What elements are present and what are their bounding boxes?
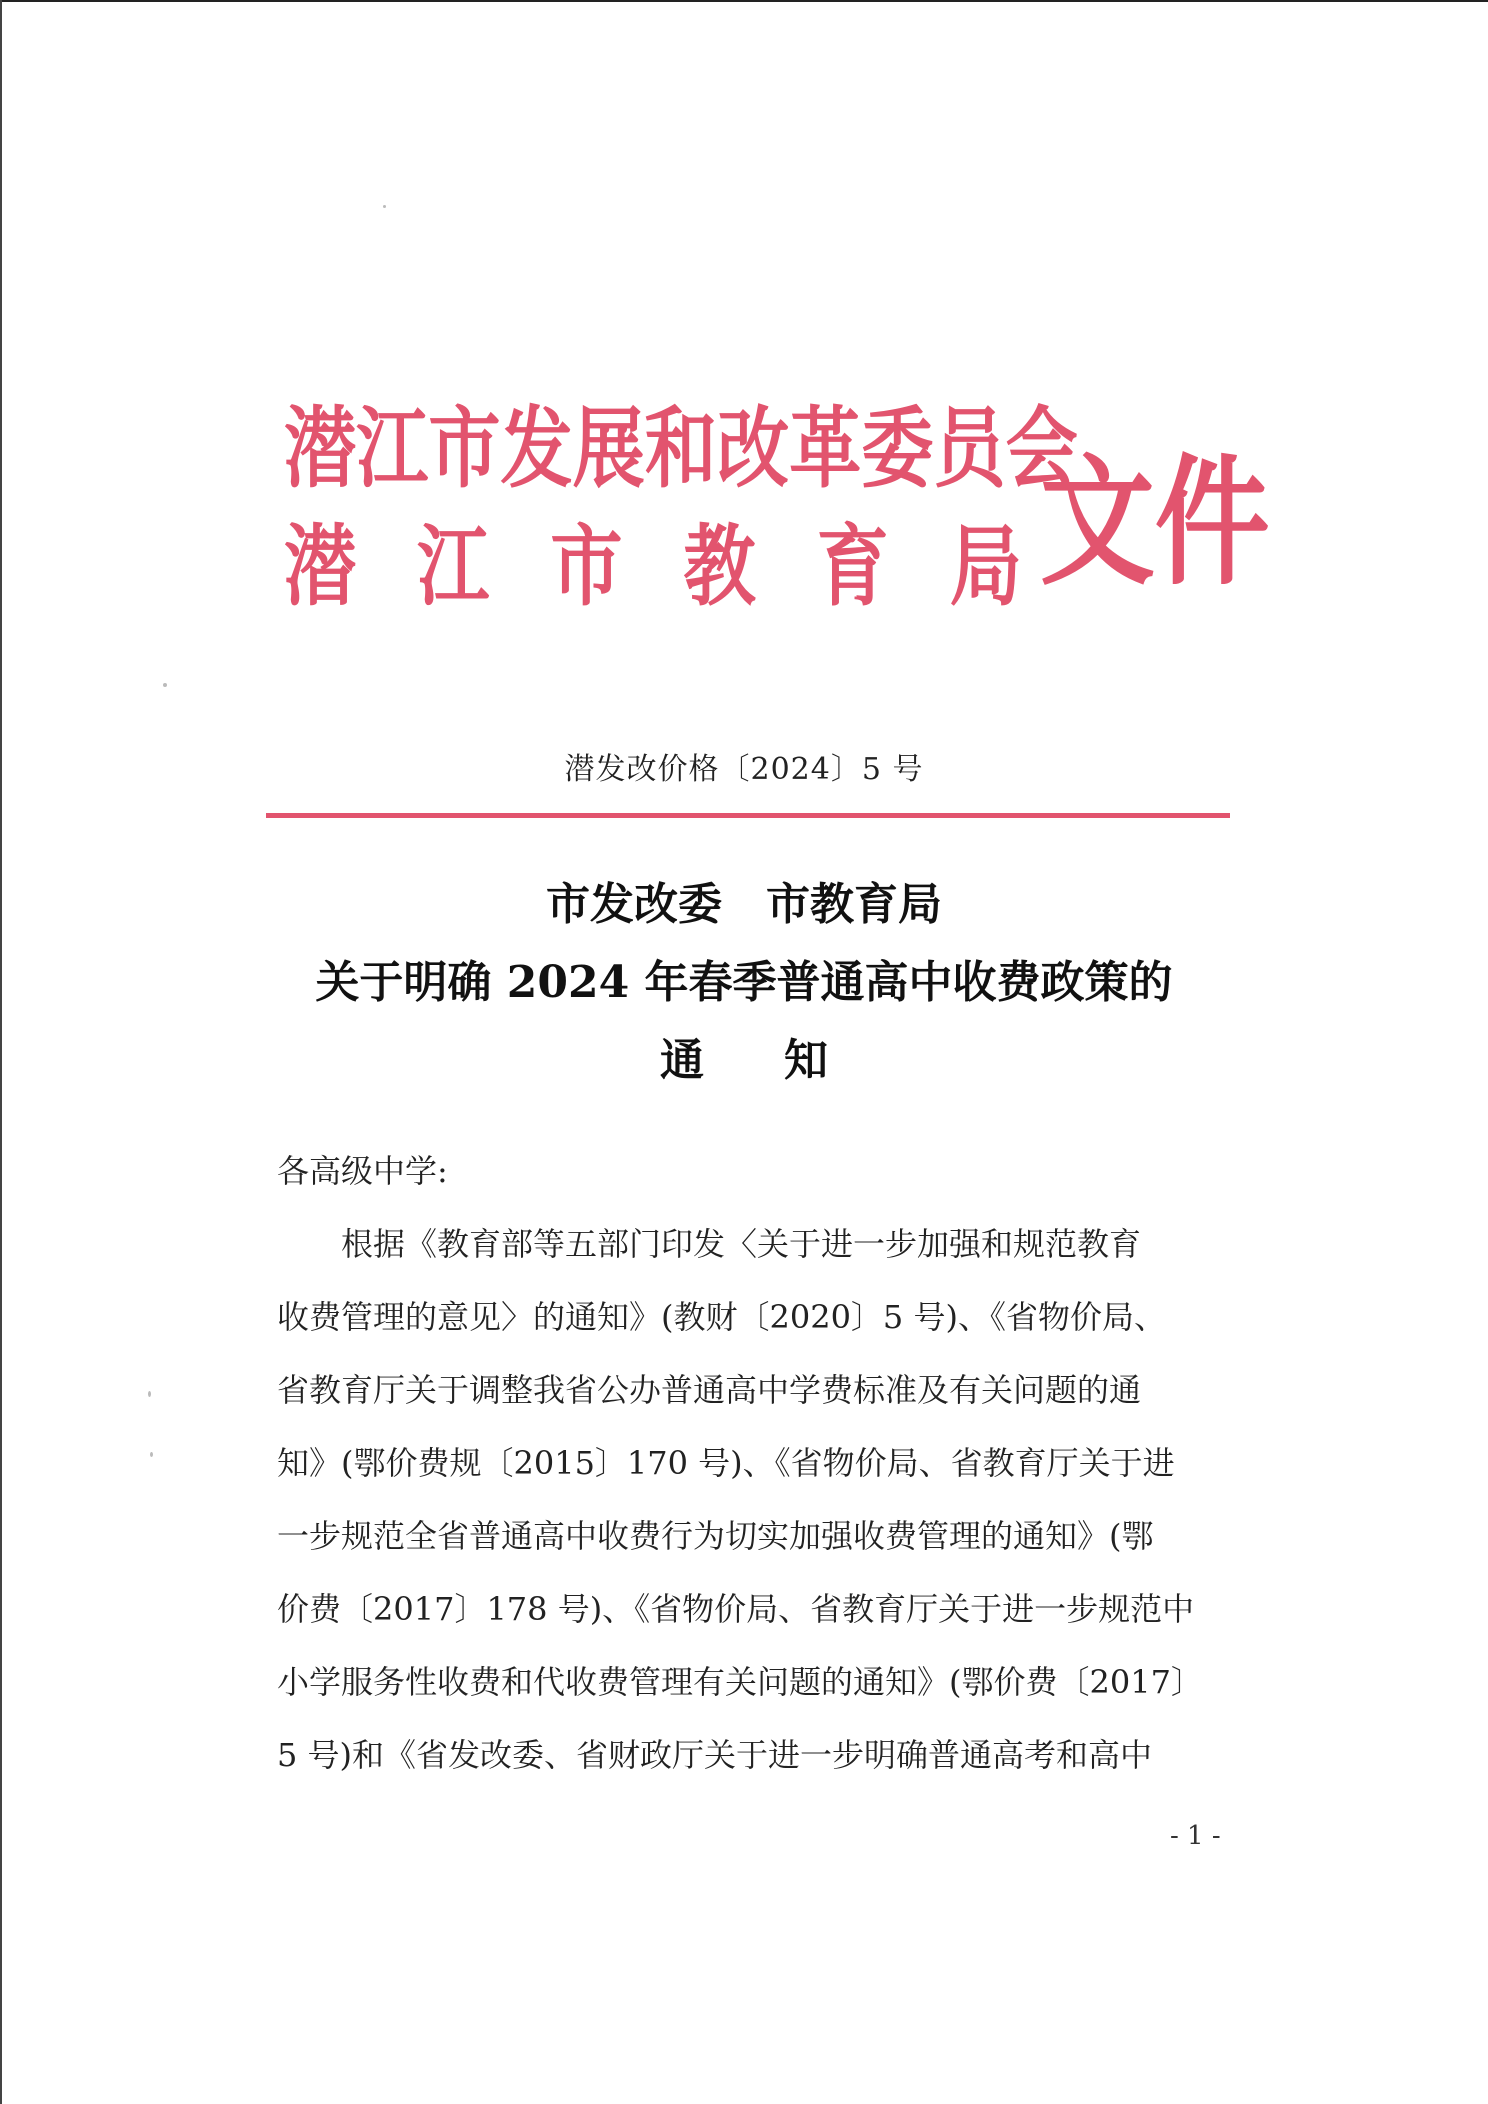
body-line: 5 号)和《省发改委、省财政厅关于进一步明确普通高考和高中 xyxy=(277,1736,1153,1774)
salutation: 各高级中学: xyxy=(277,1152,448,1190)
scan-speck xyxy=(383,205,386,208)
body-line: 省教育厅关于调整我省公办普通高中学费标准及有关问题的通 xyxy=(277,1371,1142,1409)
body-line: 知》(鄂价费规〔2015〕170 号)、《省物价局、省教育厅关于进 xyxy=(277,1444,1175,1482)
org-char: 潜 xyxy=(284,514,357,618)
title-line-notice: 通知 xyxy=(660,1035,908,1086)
page-number: - 1 - xyxy=(1170,1821,1221,1851)
org-name-development-reform: 潜江市发展和改革委员会 xyxy=(284,396,1078,500)
body-line: 小学服务性收费和代收费管理有关问题的通知》(鄂价费〔2017〕 xyxy=(277,1663,1203,1701)
org-char: 市 xyxy=(550,514,623,618)
scan-border-top xyxy=(0,0,1488,2)
scan-speck xyxy=(148,1391,151,1397)
document-header-word: 文件 xyxy=(1040,441,1270,605)
org-char: 育 xyxy=(816,514,889,618)
org-name-education-bureau xyxy=(284,516,1022,616)
red-separator-line xyxy=(266,813,1230,818)
title-line-issuers: 市发改委 市教育局 xyxy=(546,879,942,930)
org-char: 江 xyxy=(417,514,490,618)
body-paragraph xyxy=(277,1208,1227,1792)
org-char: 局 xyxy=(949,514,1022,618)
document-title xyxy=(0,866,1488,1100)
body-line: 根据《教育部等五部门印发〈关于进一步加强和规范教育 xyxy=(341,1225,1142,1263)
scan-speck xyxy=(150,1452,153,1457)
title-line-subject: 关于明确 2024 年春季普通高中收费政策的 xyxy=(315,957,1173,1008)
document-number: 潜发改价格〔2024〕5 号 xyxy=(564,752,924,787)
body-line: 价费〔2017〕178 号)、《省物价局、省教育厅关于进一步规范中 xyxy=(277,1590,1195,1628)
body-line: 收费管理的意见〉的通知》(教财〔2020〕5 号)、《省物价局、 xyxy=(277,1298,1166,1336)
scan-speck xyxy=(163,683,167,687)
body-line: 一步规范全省普通高中收费行为切实加强收费管理的通知》(鄂 xyxy=(277,1517,1154,1555)
org-char: 教 xyxy=(683,514,756,618)
